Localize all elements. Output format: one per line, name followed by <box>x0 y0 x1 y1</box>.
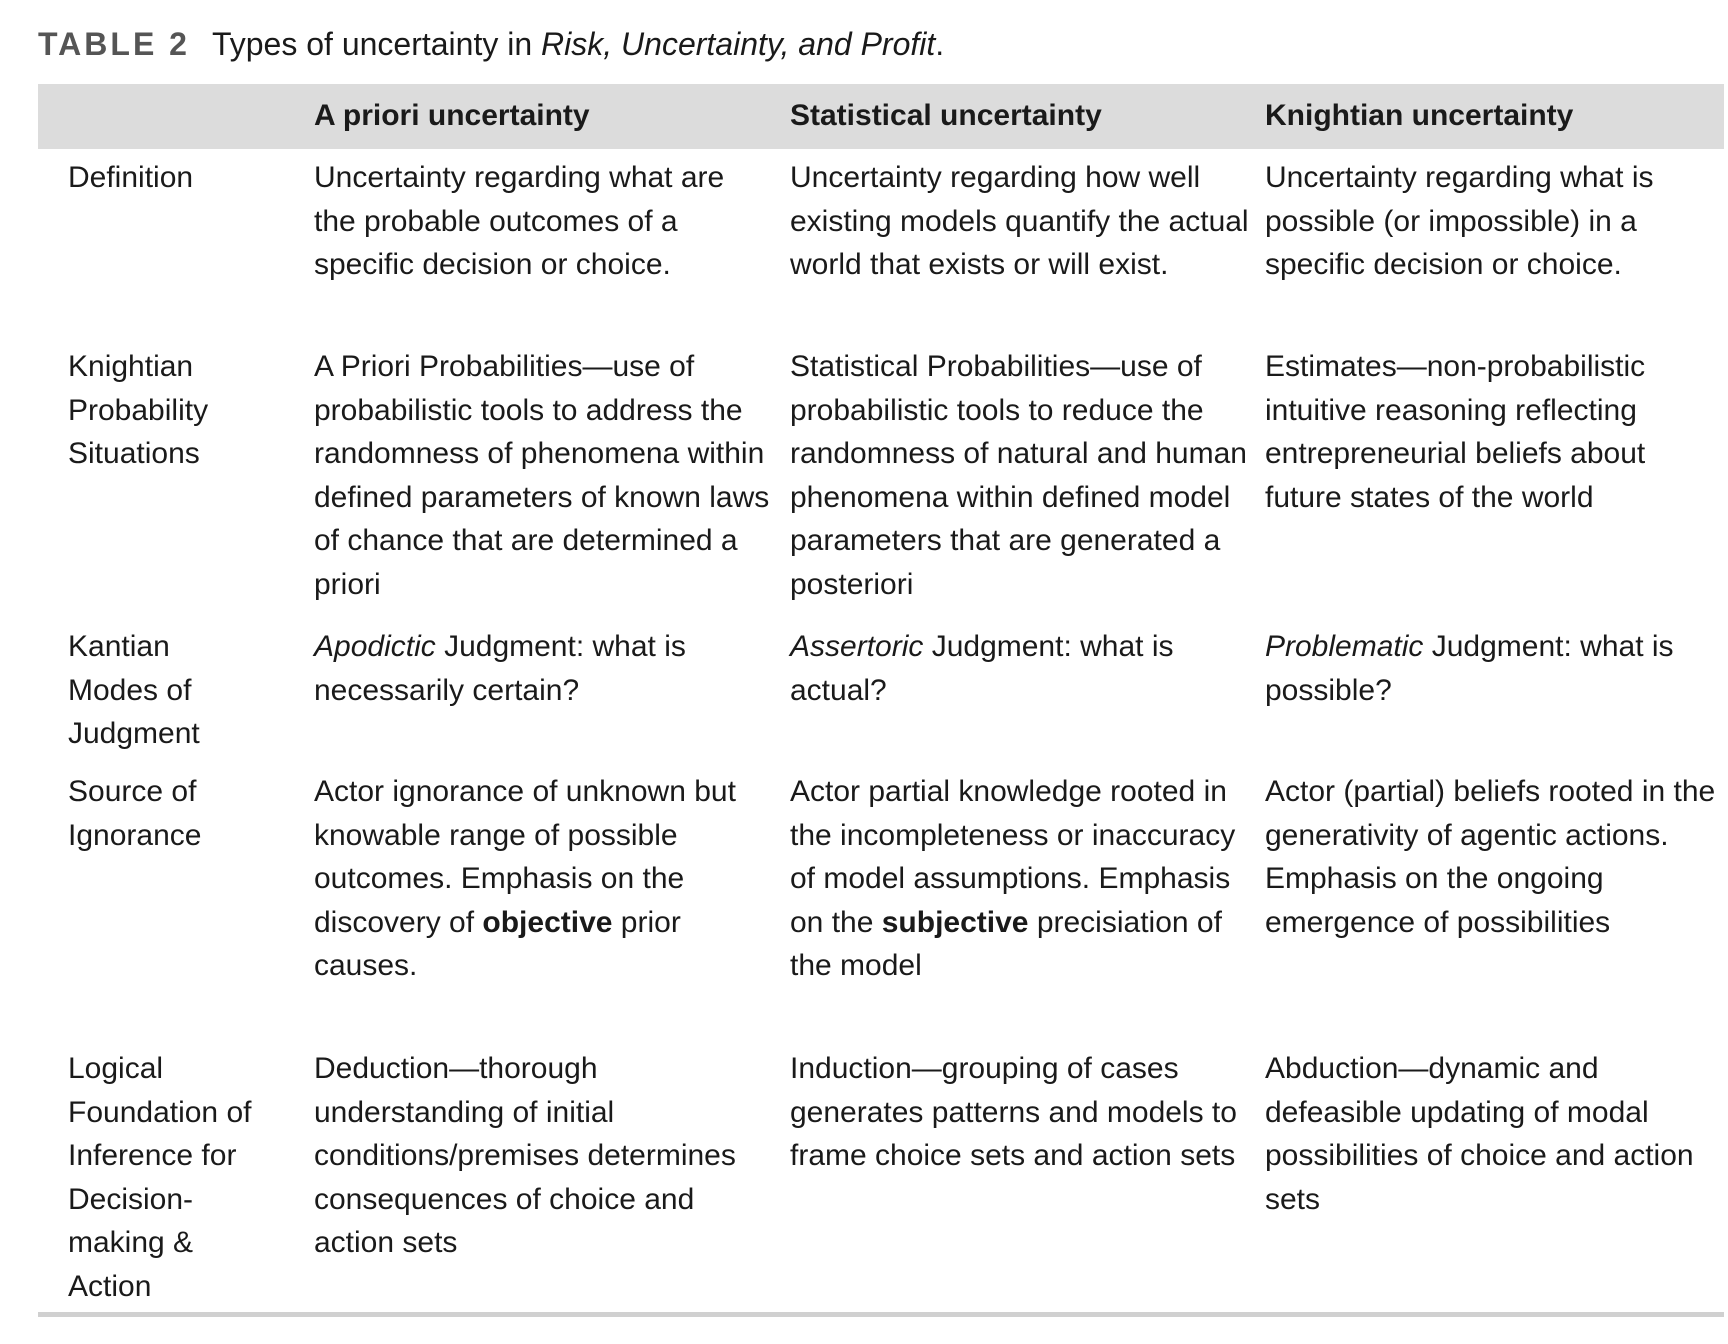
emphasis-term: subjective <box>881 905 1029 939</box>
table-row-logic <box>38 1047 1724 1312</box>
header-statistical: Statistical uncertainty <box>790 99 1102 132</box>
cell-knightian: Uncertainty regarding what is possible (or impossible) in a specific decision or choice. <box>1265 161 1654 282</box>
table-row-definition <box>38 156 1724 336</box>
table-row-probability <box>38 345 1724 615</box>
table-row-ignorance <box>38 770 1724 1000</box>
judgment-text: Judgment: what is necessarily certain? <box>314 630 686 707</box>
cell-knightian: Actor (partial) beliefs rooted in the generativity of agentic actions. Emphasis on the ongoing emergence of possibilities <box>1265 775 1716 939</box>
cell-knightian: Estimates—non-probabilistic intuitive reasoning reflecting entrepreneurial beliefs about future states of the world <box>1265 350 1646 514</box>
cell-knightian <box>1265 625 1725 712</box>
table-label: TABLE 2 <box>38 26 190 62</box>
uncertainty-table <box>38 84 1724 1303</box>
cell-apriori: Deduction—thorough understanding of initial conditions/premises determines consequences of choice and action sets <box>314 1052 736 1260</box>
text-segment: precisiation of the model <box>790 905 1222 983</box>
table-caption <box>38 24 944 64</box>
row-label: Kantian Modes of Judgment <box>68 630 200 751</box>
cell-statistical: Uncertainty regarding how well existing models quantify the actual world that exists or will exist. <box>790 161 1249 282</box>
cell-statistical <box>790 770 1250 988</box>
judgment-text: Judgment: what is actual? <box>790 630 1174 707</box>
emphasis-term: objective <box>482 905 613 939</box>
cell-apriori: Uncertainty regarding what are the probable outcomes of a specific decision or choice. <box>314 161 725 282</box>
header-knightian: Knightian uncertainty <box>1265 99 1574 132</box>
row-label: Definition <box>68 161 194 194</box>
judgment-text: Judgment: what is possible? <box>1265 630 1674 707</box>
header-apriori: A priori uncertainty <box>314 99 590 132</box>
text-segment: Actor partial knowledge rooted in the incompleteness or inaccuracy of model assumptions. Emphasis on the <box>790 775 1236 939</box>
table-row-judgment <box>38 625 1724 765</box>
judgment-type: Assertoric <box>790 630 924 663</box>
text-segment: prior causes. <box>314 905 681 983</box>
caption-text-suffix: . <box>935 26 945 62</box>
cell-apriori <box>314 770 774 988</box>
caption-book-title: Risk, Uncertainty, and Profit <box>541 26 936 62</box>
row-label: Logical Foundation of Inference for Decision-making & Action <box>68 1052 252 1303</box>
cell-apriori: A Priori Probabilities—use of probabilistic tools to address the randomness of phenomena within defined parameters of known laws of chance that are determined a priori <box>314 350 770 601</box>
cell-statistical: Statistical Probabilities—use of probabilistic tools to reduce the randomness of natural and human phenomena within defined model parameters that are generated a posteriori <box>790 350 1247 601</box>
table-bottom-rule <box>38 1312 1724 1317</box>
judgment-type: Apodictic <box>314 630 436 663</box>
cell-apriori <box>314 625 774 712</box>
row-label: Knightian Probability Situations <box>68 350 209 471</box>
cell-knightian: Abduction—dynamic and defeasible updating of modal possibilities of choice and action sets <box>1265 1052 1694 1216</box>
cell-statistical: Induction—grouping of cases generates patterns and models to frame choice sets and action sets <box>790 1052 1237 1173</box>
table-header-row <box>38 84 1724 149</box>
text-segment: Actor ignorance of unknown but knowable range of possible outcomes. Emphasis on the discovery of <box>314 775 736 939</box>
judgment-type: Problematic <box>1265 630 1424 663</box>
cell-statistical <box>790 625 1250 712</box>
row-label: Source of Ignorance <box>68 775 202 852</box>
caption-text-prefix: Types of uncertainty in <box>211 26 542 62</box>
